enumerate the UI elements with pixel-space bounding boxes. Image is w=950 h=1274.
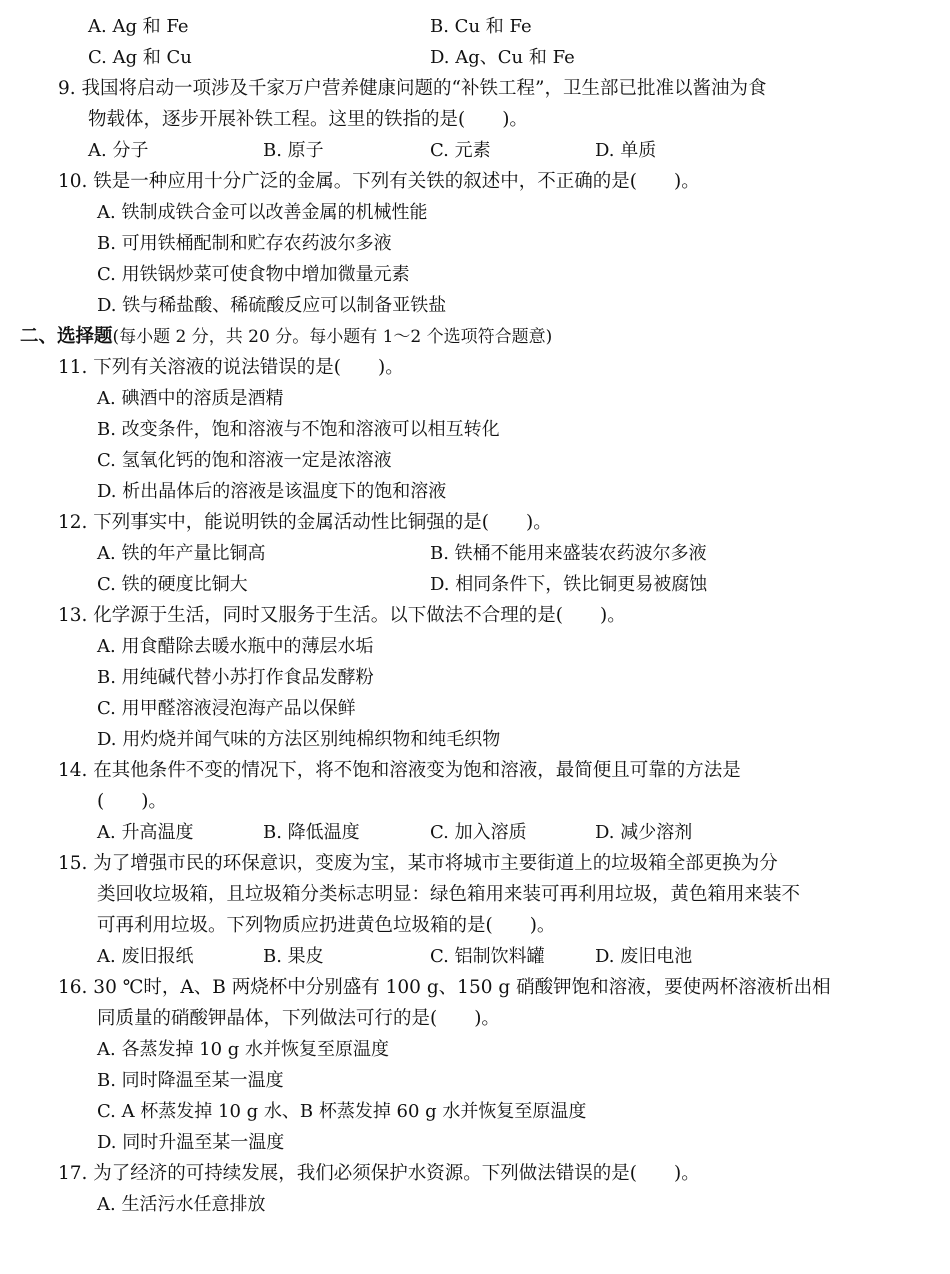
q16-option-a: A. 各蒸发掉 10 g 水并恢复至原温度 <box>97 1039 390 1060</box>
q15-stem-line3: 可再利用垃圾。下列物质应扔进黄色垃圾箱的是( )。 <box>97 915 556 936</box>
q10-stem: 10. 铁是一种应用十分广泛的金属。下列有关铁的叙述中，不正确的是( )。 <box>58 171 700 192</box>
q12-option-c: C. 铁的硬度比铜大 <box>97 574 248 595</box>
q9-option-a: A. 分子 <box>88 140 149 161</box>
q12-option-b: B. 铁桶不能用来盛装农药波尔多液 <box>430 543 707 564</box>
q12-stem: 12. 下列事实中，能说明铁的金属活动性比铜强的是( )。 <box>58 512 552 533</box>
q15-stem-line1: 15. 为了增强市民的环保意识，变废为宝，某市将城市主要街道上的垃圾箱全部更换为分 <box>58 853 778 874</box>
q10-option-a: A. 铁制成铁合金可以改善金属的机械性能 <box>97 202 428 223</box>
q16-option-d: D. 同时升温至某一温度 <box>97 1132 285 1153</box>
q8-option-d: D. Ag、Cu 和 Fe <box>430 47 575 68</box>
q11-option-d: D. 析出晶体后的溶液是该温度下的饱和溶液 <box>97 481 447 502</box>
q9-option-d: D. 单质 <box>595 140 657 161</box>
q9-stem-line1: 9. 我国将启动一项涉及千家万户营养健康问题的“补铁工程”，卫生部已批准以酱油为食 <box>58 78 767 99</box>
q17-stem: 17. 为了经济的可持续发展，我们必须保护水资源。下列做法错误的是( )。 <box>58 1163 700 1184</box>
q16-option-c: C. A 杯蒸发掉 10 g 水、B 杯蒸发掉 60 g 水并恢复至原温度 <box>97 1101 587 1122</box>
q16-option-b: B. 同时降温至某一温度 <box>97 1070 284 1091</box>
q17-option-a: A. 生活污水任意排放 <box>97 1194 266 1215</box>
q14-option-d: D. 减少溶剂 <box>595 822 693 843</box>
q14-stem-line2: ( )。 <box>97 791 167 812</box>
q9-option-c: C. 元素 <box>430 140 491 161</box>
q14-option-c: C. 加入溶质 <box>430 822 527 843</box>
q9-stem-line2: 物载体，逐步开展补铁工程。这里的铁指的是( )。 <box>88 109 528 130</box>
q10-option-b: B. 可用铁桶配制和贮存农药波尔多液 <box>97 233 392 254</box>
section-2-header <box>20 325 552 349</box>
q14-option-a: A. 升高温度 <box>97 822 194 843</box>
q11-option-b: B. 改变条件，饱和溶液与不饱和溶液可以相互转化 <box>97 419 500 440</box>
q15-stem-line2: 类回收垃圾箱，且垃圾箱分类标志明显：绿色箱用来装可再利用垃圾，黄色箱用来装不 <box>97 884 801 905</box>
q13-stem: 13. 化学源于生活，同时又服务于生活。以下做法不合理的是( )。 <box>58 605 626 626</box>
q8-option-b: B. Cu 和 Fe <box>430 16 532 37</box>
q14-stem-line1: 14. 在其他条件不变的情况下，将不饱和溶液变为饱和溶液，最简便且可靠的方法是 <box>58 760 741 781</box>
q11-option-c: C. 氢氧化钙的饱和溶液一定是浓溶液 <box>97 450 392 471</box>
q15-option-d: D. 废旧电池 <box>595 946 693 967</box>
q10-option-d: D. 铁与稀盐酸、稀硫酸反应可以制备亚铁盐 <box>97 295 447 316</box>
q13-option-c: C. 用甲醛溶液浸泡海产品以保鲜 <box>97 698 356 719</box>
q14-option-b: B. 降低温度 <box>263 822 360 843</box>
q15-option-a: A. 废旧报纸 <box>97 946 194 967</box>
q9-option-b: B. 原子 <box>263 140 324 161</box>
q8-option-a: A. Ag 和 Fe <box>88 16 189 37</box>
q15-option-b: B. 果皮 <box>263 946 324 967</box>
q13-option-a: A. 用食醋除去暖水瓶中的薄层水垢 <box>97 636 374 657</box>
q13-option-d: D. 用灼烧并闻气味的方法区别纯棉织物和纯毛织物 <box>97 729 501 750</box>
section-2-title: 二、选择题 <box>20 326 113 347</box>
q11-option-a: A. 碘酒中的溶质是酒精 <box>97 388 284 409</box>
q11-stem: 11. 下列有关溶液的说法错误的是( )。 <box>58 357 404 378</box>
section-2-note: (每小题 2 分，共 20 分。每小题有 1～2 个选项符合题意) <box>112 327 553 347</box>
q16-stem-line1: 16. 30 ℃时，A、B 两烧杯中分别盛有 100 g、150 g 硝酸钾饱和溶液，要使两杯溶液析出相 <box>58 977 831 998</box>
q12-option-d: D. 相同条件下，铁比铜更易被腐蚀 <box>430 574 708 595</box>
q8-option-c: C. Ag 和 Cu <box>88 47 192 68</box>
q15-option-c: C. 铝制饮料罐 <box>430 946 545 967</box>
q12-option-a: A. 铁的年产量比铜高 <box>97 543 266 564</box>
q16-stem-line2: 同质量的硝酸钾晶体，下列做法可行的是( )。 <box>97 1008 500 1029</box>
q13-option-b: B. 用纯碱代替小苏打作食品发酵粉 <box>97 667 374 688</box>
q10-option-c: C. 用铁锅炒菜可使食物中增加微量元素 <box>97 264 410 285</box>
